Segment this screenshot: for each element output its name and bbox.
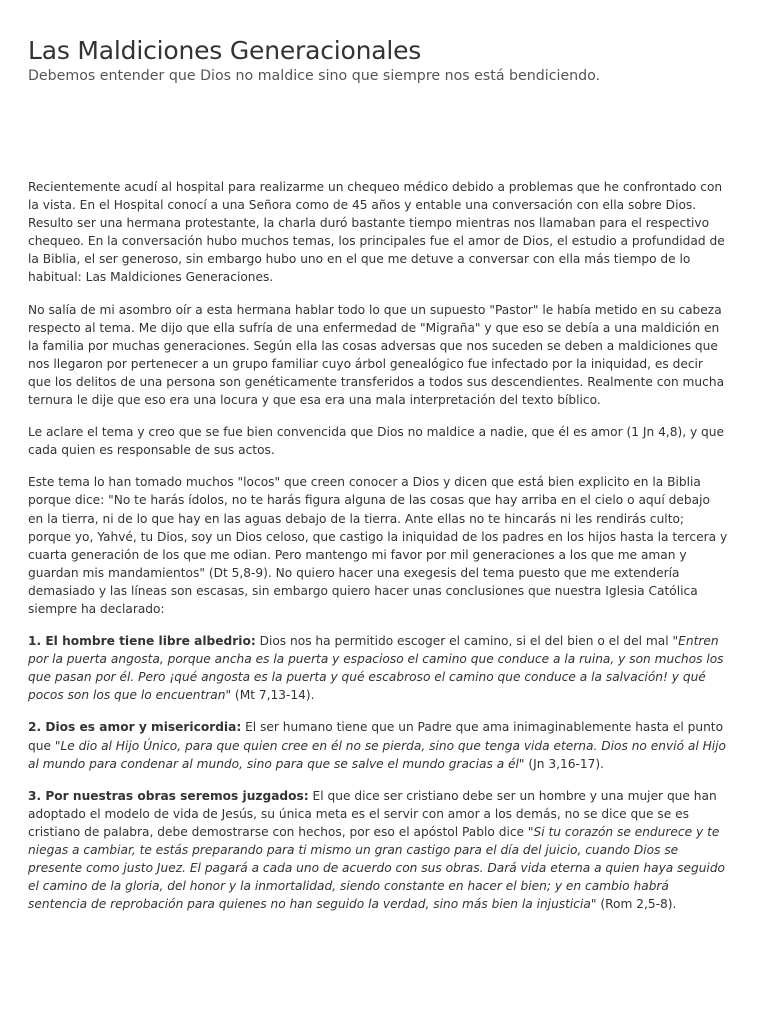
point-2 bbox=[28, 718, 728, 772]
point-heading: 1. El hombre tiene libre albedrio: bbox=[28, 634, 256, 649]
point-3 bbox=[28, 787, 728, 914]
point-quote: Le dio al Hijo Único, para que quien cree en él no se pierda, sino que tenga vida eterna. Dios no envió al Hijo al mundo para condenar al mundo, sino para que se salve el mundo gracias a él bbox=[28, 738, 727, 771]
quote-mark: " bbox=[527, 824, 534, 839]
point-text: El ser humano tiene que un Padre que ama inimaginablemente hasta el punto que bbox=[28, 720, 724, 753]
paragraph-locos: Este tema lo han tomado muchos "locos" que creen conocer a Dios y dicen que está bien explicito en la Biblia porque dice: "No te harás ídolos, no te harás figura alguna de las cosas que hay arriba en el cielo o aquí debajo en la tierra, ni de lo que hay en las aguas debajo de la tierra. Ante ellas no te hincarás ni les rendirás culto; porque yo, Yahvé, tu Dios, soy un Dios celoso, que castigo la iniquidad de los padres en los hijos hasta la tercera y cuarta generación de los que me odian. Pero mantengo mi favor por mil generaciones a los que me aman y guardan mis mandamientos" (Dt 5,8-9). No quiero hacer una exegesis del tema puesto que me extendería demasiado y las líneas son escasas, sin embargo quiero hacer unas conclusiones que nuestra Iglesia Católica siempre ha declarado: bbox=[28, 475, 728, 616]
document-title: Las Maldiciones Generacionales bbox=[28, 36, 422, 65]
point-heading: 2. Dios es amor y misericordia: bbox=[28, 720, 242, 735]
point-1 bbox=[28, 632, 728, 704]
point-text: Dios nos ha permitido escoger el camino, si el del bien o el del mal bbox=[255, 634, 673, 649]
point-quote: Entren por la puerta angosta, porque ancha es la puerta y espacioso el camino que conduce a la ruina, y son muchos los que pasan por él. Pero ¡qué angosta es la puerta y qué escabroso el camino que conduce a la salvación! y qué pocos son los que lo encuentran bbox=[28, 634, 724, 703]
point-text: El que dice ser cristiano debe ser un hombre y una mujer que han adoptado el modelo de vida de Jesús, su única meta es el servir con amor a los demás, no se dice que se es cristiano de palabra, debe demostrarse con hechos, por eso el apóstol Pablo dice bbox=[28, 788, 717, 839]
document-body bbox=[28, 178, 728, 927]
point-quote: Si tu corazón se endurece y te niegas a cambiar, te estás preparando para ti mismo un gran castigo para el día del juicio, cuando Dios se presente como justo Juez. El pagará a cada uno de acuerdo con sus obras. Dará vida eterna a quien haya seguido el camino de la gloria, del honor y la inmortalidad, siendo constante en hacer el bien; y en cambio habrá sentencia de reprobación para quienes no han seguido la verdad, sino más bien la injusticia bbox=[28, 824, 726, 912]
paragraph-clarify: Le aclare el tema y creo que se fue bien convencida que Dios no maldice a nadie, que él es amor (1 Jn 4,8), y que cada quien es responsable de sus actos. bbox=[28, 425, 725, 458]
document-subtitle: Debemos entender que Dios no maldice sino que siempre nos está bendiciendo. bbox=[28, 68, 601, 84]
paragraph-intro: Recientemente acudí al hospital para realizarme un chequeo médico debido a problemas que he confrontado con la vista. En el Hospital conocí a una Señora como de 45 años y entable una conversación con ella sobre Dios. Resulto ser una hermana protestante, la charla duró bastante tiempo mientras nos llamaban para el respectivo chequeo. En la conversación hubo muchos temas, los principales fue el amor de Dios, el estudio a profundidad de la Biblia, el ser generoso, sin embargo hubo uno en el que me detuve a conversar con ella más tiempo de lo habitual: Las Maldiciones Generaciones. bbox=[28, 180, 725, 285]
paragraph-pastor: No salía de mi asombro oír a esta hermana hablar todo lo que un supuesto "Pastor" le había metido en su cabeza respecto al tema. Me dijo que ella sufría de una enfermedad de "Migraña" y que eso se debía a una maldición en la familia por muchas generaciones. Según ella las cosas adversas que nos suceden se deben a maldiciones que nos llegaron por pertenecer a un grupo familiar cuyo árbol genealógico fue infectado por la iniquidad, es decir que los delitos de una persona son genéticamente transferidos a todos sus descendientes. Realmente con mucha ternura le dije que eso era una locura y que esa era una mala interpretación del texto bíblico. bbox=[28, 302, 725, 408]
point-reference: " (Mt 7,13-14). bbox=[225, 688, 315, 703]
quote-mark: " bbox=[672, 634, 679, 649]
point-heading: 3. Por nuestras obras seremos juzgados: bbox=[28, 788, 309, 803]
point-reference: " (Jn 3,16-17). bbox=[518, 756, 605, 771]
point-reference: " (Rom 2,5-8). bbox=[590, 897, 677, 912]
quote-mark: " bbox=[54, 738, 61, 753]
